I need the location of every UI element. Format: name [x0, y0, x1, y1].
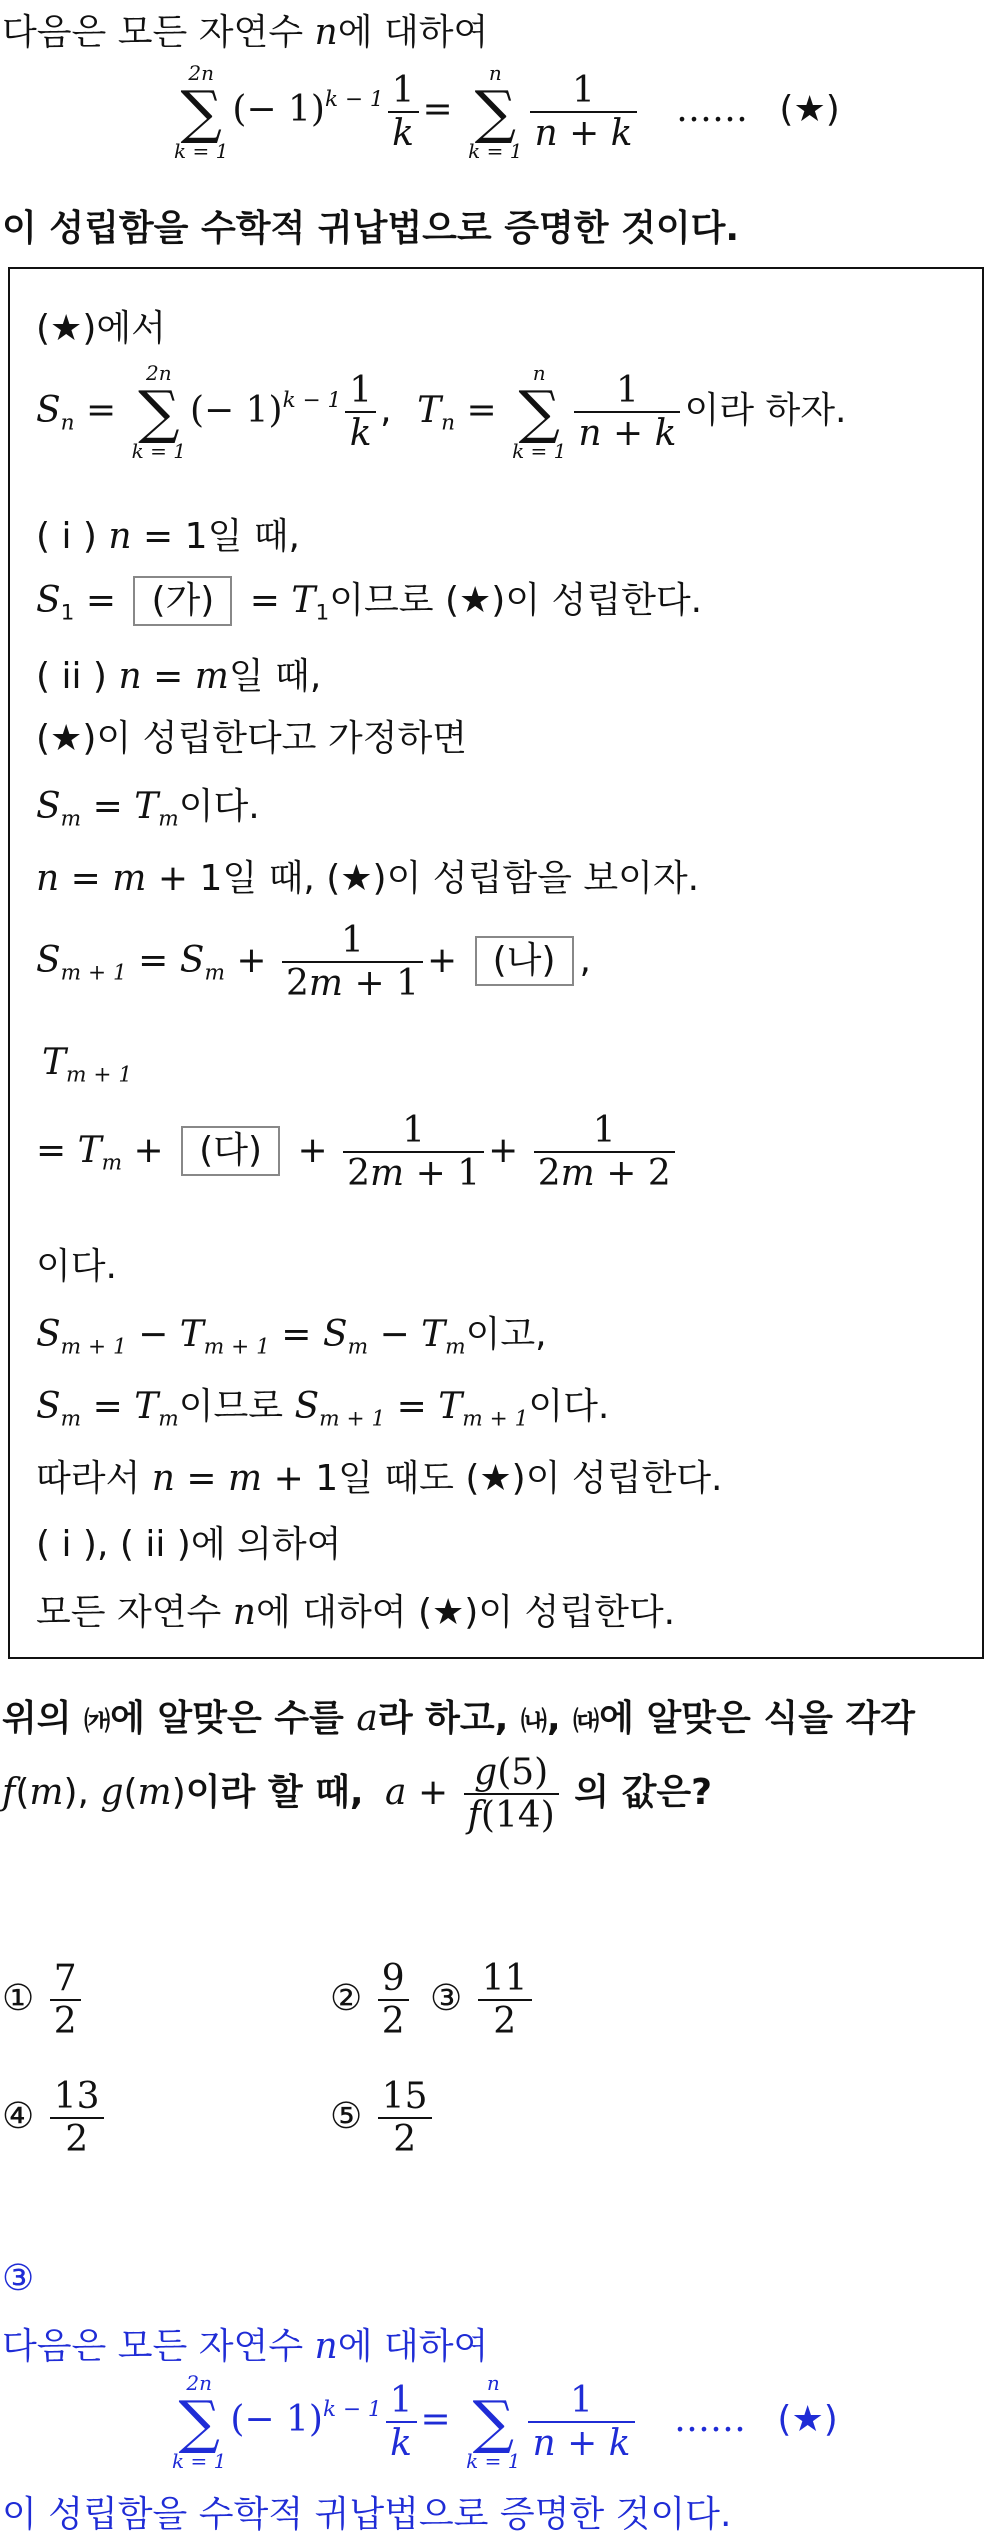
answer-formula: 2n ∑ k = 1 (− 1)$^{k - 1}$ $\frac{1}{k}$ = n ∑ k = 1 $\frac{1}{n + k}$ …… (★) — [172, 2371, 838, 2473]
choice-den: 2 — [53, 2001, 77, 2042]
answer-dots: …… — [673, 2399, 746, 2440]
box-da: (다) — [181, 1126, 280, 1176]
diff-line: $S_{m + 1} - T_{m + 1} = S_m - T_m$이고, — [36, 1314, 547, 1360]
problem-intro: 다음은 모든 자연수 n에 대하여 — [2, 12, 489, 53]
choice-mark: ⑤ — [330, 2096, 363, 2137]
choice-den: 2 — [65, 2119, 89, 2160]
choice-1[interactable] — [2, 1958, 85, 2042]
box-ga: (가) — [133, 576, 232, 626]
choice-5[interactable] — [330, 2076, 436, 2160]
is-text: 이다. — [178, 786, 260, 827]
eq-tail2: 이다. — [528, 1386, 610, 1427]
s1-line: $S_1$ = (가) = $T_1$이므로 (★)이 성립한다. — [36, 572, 702, 626]
choice-mark: ④ — [2, 2096, 35, 2137]
choice-den: 2 — [381, 2001, 405, 2042]
choice-num: 13 — [50, 2076, 104, 2119]
l2-tail: 이라 하자. — [684, 390, 847, 431]
question-tail: 의 값은? — [574, 1772, 713, 1813]
therefore-line: 따라서 n = m + 1일 때도 (★)이 성립한다. — [36, 1458, 723, 1499]
t-m1-label: $T_{m + 1}$ — [42, 1042, 133, 1088]
eq-line: $S_m = T_m$이므로 $S_{m + 1} = T_{m + 1}$이다. — [36, 1386, 610, 1432]
answer-conclusion: 이 성립함을 수학적 귀납법으로 증명한 것이다. — [2, 2494, 732, 2535]
final-line: 모든 자연수 n에 대하여 (★)이 성립한다. — [36, 1592, 676, 1633]
box-na: (나) — [475, 936, 574, 986]
proof-definitions: $S_n$ = 2n ∑ k = 1 (− 1)$^{k - 1}$ $\frac{1}{k}$ , $T_n$ = n ∑ k = 1 $\frac{1}{n + k}$ 이라 하자. — [36, 361, 847, 463]
choice-mark: ① — [2, 1978, 35, 2019]
choice-num: 9 — [378, 1958, 409, 2001]
problem-conclusion: 이 성립함을 수학적 귀납법으로 증명한 것이다. — [2, 208, 740, 249]
sm-tm-line: $S_m = T_m$이다. — [36, 786, 260, 832]
choice-2[interactable] — [330, 1958, 413, 2042]
dots: …… — [675, 89, 748, 130]
question-line1: 위의 ㈎에 알맞은 수를 a라 하고, ㈏, ㈐에 알맞은 식을 각각 — [2, 1698, 915, 1739]
diff-tail: 이고, — [465, 1314, 547, 1355]
eq-tail: 이므로 — [178, 1386, 284, 1427]
answer-star: (★) — [777, 2399, 838, 2440]
by-line: ( i ), ( ii )에 의하여 — [36, 1524, 342, 1565]
case2-head: ( ii ) n = m일 때, — [36, 656, 322, 697]
choice-mark: ② — [330, 1978, 363, 2019]
answer-intro: 다음은 모든 자연수 n에 대하여 — [2, 2326, 489, 2367]
show-line: n = m + 1일 때, (★)이 성립함을 보이자. — [36, 858, 700, 899]
choice-mark: ③ — [430, 1978, 463, 2019]
choice-num: 11 — [478, 1958, 532, 2001]
choice-den: 2 — [393, 2119, 417, 2160]
proof-l1: (★)에서 — [36, 308, 166, 349]
choice-num: 15 — [378, 2076, 432, 2119]
ida-line: 이다. — [36, 1246, 117, 1287]
choice-num: 7 — [50, 1958, 81, 2001]
choice-4[interactable] — [2, 2076, 108, 2160]
choice-den: 2 — [493, 2001, 517, 2042]
s-m1-line: $S_{m + 1} = S_m$ + $\frac{1}{2m + 1}$ + (나) , — [36, 920, 591, 1004]
choice-3[interactable] — [430, 1958, 536, 2042]
t-m1-expansion: = $T_m$ + (다) + $\frac{1}{2m + 1}$ + $\frac{1}{2m + 2}$ — [36, 1110, 679, 1194]
case1-head: ( i ) n = 1일 때, — [36, 516, 301, 557]
answer-mark: ③ — [2, 2258, 35, 2299]
star-label: (★) — [779, 89, 840, 130]
question-line2: f(m), g(m)이라 할 때, a + $\frac{g(5)}{f(14)}$ 의 값은? — [2, 1752, 713, 1836]
assume-line: (★)이 성립한다고 가정하면 — [36, 718, 468, 759]
s1-tail: 이므로 (★)이 성립한다. — [329, 580, 703, 621]
problem-formula: 2n ∑ k = 1 (− 1)$^{k - 1}$ $\frac{1}{k}$ = n ∑ k = 1 $\frac{1}{n + k}$ …… (★) — [174, 61, 840, 163]
